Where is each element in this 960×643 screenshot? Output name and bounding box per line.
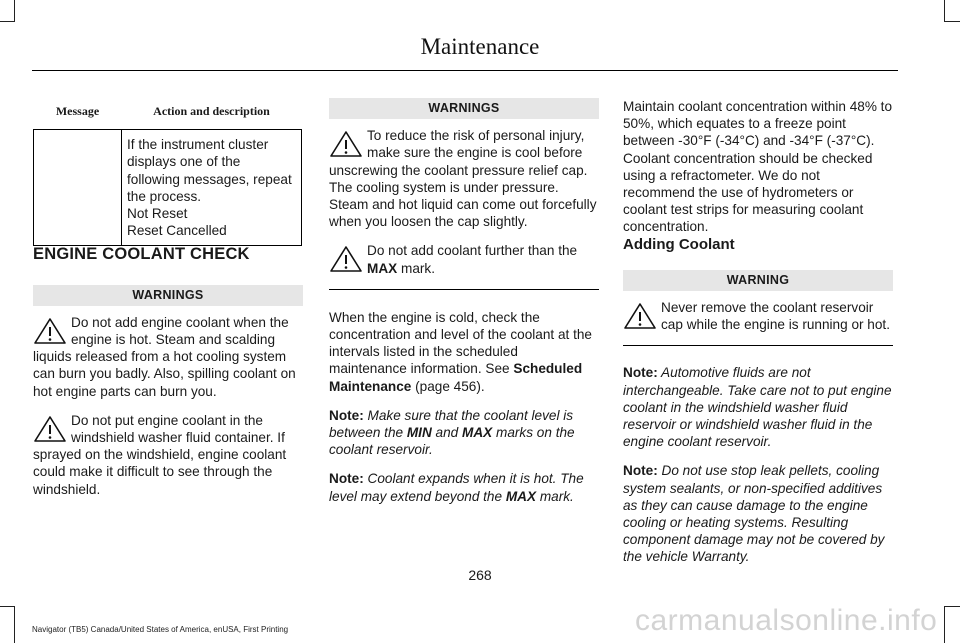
- max-mark-label: MAX: [462, 425, 493, 441]
- warning-text: Do not put engine coolant in the windshield washer fluid container. If sprayed on the windshield, engine coolant could make it difficult to see through the windshield.: [33, 412, 287, 497]
- warning-triangle-icon: [33, 317, 67, 345]
- warning-text-part: Do not add coolant further than the: [367, 243, 578, 259]
- crop-mark: [944, 606, 960, 607]
- warning-text: [329, 242, 599, 276]
- note-text: Coolant expands when it is hot. The level may extend beyond the: [329, 471, 584, 504]
- warning-text: To reduce the risk of personal injury, make sure the engine is cool before unscrewing the coolant pressure relief cap. The cooling system is under pressure. Steam and hot liquid can come out forcefully when you loosen the cap slightly.: [329, 128, 597, 230]
- warning-text: Do not add engine coolant when the engine is hot. Steam and scalding liquids released from a hot cooling system can burn you badly. Also, spilling coolant on hot engine parts can burn you.: [33, 314, 296, 399]
- note-text: mark.: [536, 488, 574, 504]
- watermark: carmanualsonline.info: [635, 604, 938, 637]
- crop-mark: [14, 0, 15, 22]
- warning-triangle-icon: [329, 245, 363, 273]
- note-text: and: [431, 425, 463, 441]
- warning-item: [33, 314, 303, 400]
- warning-item: [329, 127, 599, 230]
- crop-mark: [944, 21, 960, 22]
- warning-triangle-icon: [33, 415, 67, 443]
- crop-mark: [944, 606, 945, 643]
- action-line: Reset Cancelled: [127, 223, 227, 239]
- table-row: [34, 130, 302, 246]
- crop-mark: [14, 606, 15, 643]
- action-line: Not Reset: [127, 206, 188, 222]
- right-column: [623, 98, 893, 566]
- table-header-message: Message: [34, 98, 122, 130]
- min-mark-label: MIN: [406, 425, 432, 441]
- paragraph-text: When the engine is cold, check the concentration and level of the coolant at the intervals listed in the scheduled maintenance information. See: [329, 309, 592, 377]
- concentration-paragraph: Maintain coolant concentration within 48% to 50%, which equates to a freeze point between -30°F (-34°C) and -34°F (-37°C). Coolant concentration should be checked using a refractometer. We do not recommend the use of hydrometers or coolant test strips for measuring coolant concentration.: [623, 99, 893, 235]
- warning-text: Never remove the coolant reservoir cap while the engine is running or hot.: [661, 300, 890, 333]
- middle-column: [329, 98, 599, 505]
- warnings-end-rule: [329, 289, 599, 290]
- note-text: Make sure that the coolant level is between the: [329, 407, 574, 441]
- warning-triangle-icon: [623, 302, 657, 330]
- scheduled-maintenance-link[interactable]: Scheduled Maintenance: [329, 361, 583, 394]
- warning-triangle-icon: [329, 130, 363, 158]
- page-title: Maintenance: [420, 34, 540, 59]
- warnings-bar: WARNINGS: [329, 98, 599, 119]
- header-divider: [32, 70, 898, 71]
- note-text: Do not use stop leak pellets, cooling system sealants, or non-specified additives as they can cause damage to the engine cooling or heating systems. Resulting component damage may not be covered by the vehicle Warranty.: [623, 463, 885, 565]
- crop-mark: [0, 606, 15, 607]
- max-mark-label: MAX: [505, 488, 537, 504]
- note-label: Note:: [623, 365, 658, 381]
- crop-mark: [944, 0, 945, 22]
- note-text: marks on the coolant reservoir.: [329, 425, 575, 458]
- table-cell-message: [34, 130, 122, 246]
- printing-info: Navigator (TB5) Canada/United States of America, enUSA, First Printing: [32, 625, 289, 634]
- section-heading: ENGINE COOLANT CHECK: [33, 245, 250, 264]
- warning-item: [33, 412, 303, 498]
- left-column: [33, 98, 303, 498]
- table-cell-action: [122, 130, 302, 246]
- note: [623, 364, 893, 450]
- table-header-action: Action and description: [122, 98, 302, 130]
- crop-mark: [0, 21, 15, 22]
- note-label: Note:: [329, 471, 364, 487]
- page-number: 268: [468, 567, 492, 583]
- warning-text-part: mark.: [397, 260, 435, 276]
- warning-bar: WARNING: [623, 270, 893, 291]
- note: [329, 470, 599, 504]
- note: [329, 407, 599, 459]
- warning-end-rule: [623, 345, 893, 346]
- note-label: Note:: [329, 407, 364, 423]
- paragraph-text: (page 456).: [411, 378, 485, 394]
- message-table: [33, 98, 302, 246]
- warning-item: [329, 242, 599, 276]
- coolant-check-paragraph: [329, 309, 599, 395]
- warning-item: [623, 299, 893, 333]
- action-line: If the instrument cluster displays one of the following messages, repeat the process.: [127, 137, 292, 204]
- adding-coolant-heading: Adding Coolant: [623, 235, 735, 253]
- note-label: Note:: [623, 463, 658, 479]
- max-mark-label: MAX: [367, 260, 398, 276]
- warnings-bar: WARNINGS: [33, 285, 303, 306]
- note-text: Automotive fluids are not interchangeable. Take care not to put engine coolant in the windshield washer fluid reservoir or windshield washer fluid in the engine coolant reservoir.: [623, 365, 892, 450]
- note: [623, 462, 893, 565]
